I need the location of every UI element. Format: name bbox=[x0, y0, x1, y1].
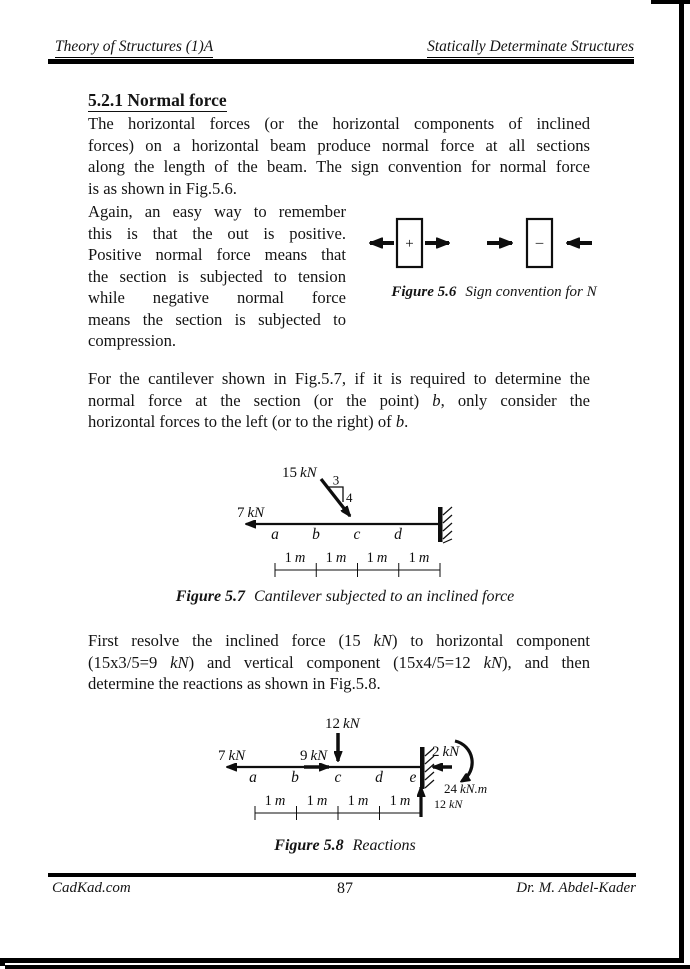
figure-5-7-caption-label: Figure 5.7 bbox=[175, 588, 246, 605]
figure-5-8-diagram bbox=[180, 700, 510, 833]
slope-horizontal-label: 3 bbox=[332, 472, 340, 488]
vertical-force-label: 12 kN bbox=[325, 716, 360, 732]
point-label-a: a bbox=[271, 526, 279, 543]
scan-mark-top-right bbox=[651, 0, 690, 4]
dim-label: 1 m bbox=[306, 793, 328, 809]
paragraph-line: is as shown in Fig.5.6. bbox=[88, 178, 237, 198]
dim-label: 1 m bbox=[284, 550, 306, 566]
paragraph-line: along the length of the beam. The sign convention for normal force bbox=[88, 157, 590, 176]
header-right-title: Statically Determinate Structures bbox=[427, 38, 634, 58]
scan-blob-bottom-left bbox=[0, 961, 5, 966]
footer-site: CadKad.com bbox=[52, 880, 131, 896]
figure-5-6-diagram bbox=[340, 205, 650, 280]
point-label-d: d bbox=[394, 526, 402, 543]
negative-normal-symbol bbox=[487, 219, 592, 267]
header-left-title: Theory of Structures (1)A bbox=[55, 38, 213, 58]
paragraph-4 bbox=[88, 630, 590, 695]
paragraph-line: horizontal forces to the left (or to the right) of b. bbox=[88, 412, 409, 431]
paragraph-line: this is that the out is positive. bbox=[88, 223, 346, 243]
wall-moment-reaction-label: 24 kN.m bbox=[444, 781, 488, 796]
fixed-support-wall bbox=[438, 507, 452, 543]
point-label-a: a bbox=[249, 769, 257, 786]
figure-5-8-caption-text: Reactions bbox=[352, 837, 416, 854]
scan-edge-right bbox=[679, 0, 684, 963]
point-label-d: d bbox=[375, 769, 383, 786]
dimension-line bbox=[255, 793, 421, 820]
scan-bar-bottom-lower bbox=[5, 965, 690, 969]
figure-5-7-diagram bbox=[180, 455, 510, 588]
figure-5-8-caption bbox=[0, 837, 690, 855]
paragraph-line: while negative normal force bbox=[88, 288, 346, 307]
point-label-e: e bbox=[409, 769, 417, 786]
paragraph-line: the section is subjected to tension bbox=[88, 266, 346, 286]
wall-horizontal-reaction-label: 2 kN bbox=[432, 744, 460, 760]
dim-label: 1 m bbox=[347, 793, 369, 809]
dim-label: 1 m bbox=[408, 550, 430, 566]
horizontal-force-label: 9 kN bbox=[300, 748, 328, 764]
wall-vertical-reaction-label: 12 kN bbox=[434, 797, 463, 811]
dimension-line bbox=[275, 550, 440, 577]
slope-vertical-label: 4 bbox=[346, 490, 353, 505]
paragraph-line: Again, an easy way to remember bbox=[88, 202, 346, 221]
paragraph-line: Positive normal force means that bbox=[88, 245, 346, 264]
positive-normal-symbol bbox=[370, 219, 449, 267]
footer-page-number: 87 bbox=[337, 880, 353, 897]
paragraph-line: normal force at the section (or the point) b, only consider the bbox=[88, 390, 590, 410]
paragraph-line: means the section is subjected to bbox=[88, 309, 346, 329]
paragraph-line: forces) on a horizontal beam produce normal force at all sections bbox=[88, 135, 590, 155]
paragraph-2 bbox=[88, 201, 346, 352]
point-label-b: b bbox=[291, 769, 299, 786]
left-force-label: 7 kN bbox=[237, 505, 265, 521]
dim-label: 1 m bbox=[264, 793, 286, 809]
point-label-c: c bbox=[334, 769, 342, 786]
point-label-b: b bbox=[312, 526, 320, 543]
plus-sign: + bbox=[405, 236, 414, 252]
paragraph-line: The horizontal forces (or the horizontal components of inclined bbox=[88, 114, 590, 133]
paragraph-3 bbox=[88, 368, 590, 433]
dim-label: 1 m bbox=[389, 793, 411, 809]
paragraph-line: For the cantilever shown in Fig.5.7, if it is required to determine the bbox=[88, 369, 590, 388]
section-title: 5.2.1 Normal force bbox=[88, 90, 227, 110]
section-title-wrap bbox=[88, 90, 227, 111]
left-force-label: 7 kN bbox=[218, 748, 246, 764]
figure-5-7-caption-text: Cantilever subjected to an inclined force bbox=[254, 588, 515, 605]
figure-5-7-caption bbox=[0, 588, 690, 606]
inclined-force-label: 15 kN bbox=[282, 465, 317, 481]
point-label-c: c bbox=[353, 526, 361, 543]
paragraph-line: compression. bbox=[88, 331, 177, 350]
footer-author: Dr. M. Abdel-Kader bbox=[516, 880, 636, 896]
figure-5-6-caption-label: Figure 5.6 bbox=[391, 284, 457, 300]
paragraph-1 bbox=[88, 113, 590, 199]
paragraph-line: First resolve the inclined force (15 kN) to horizontal component bbox=[88, 631, 590, 650]
figure-5-8-caption-label: Figure 5.8 bbox=[274, 837, 344, 854]
figure-5-6-caption bbox=[338, 284, 650, 301]
dim-label: 1 m bbox=[325, 550, 347, 566]
scan-bar-bottom-upper bbox=[0, 958, 684, 963]
dim-label: 1 m bbox=[366, 550, 388, 566]
header-rule bbox=[48, 59, 634, 64]
paragraph-line: (15x3/5=9 kN) and vertical component (15x4/5=12 kN), and then bbox=[88, 652, 591, 672]
footer-rule bbox=[48, 873, 636, 877]
figure-5-6-caption-text: Sign convention for N bbox=[465, 284, 597, 300]
paragraph-line: determine the reactions as shown in Fig.5.8. bbox=[88, 674, 381, 693]
minus-sign: – bbox=[535, 235, 544, 251]
